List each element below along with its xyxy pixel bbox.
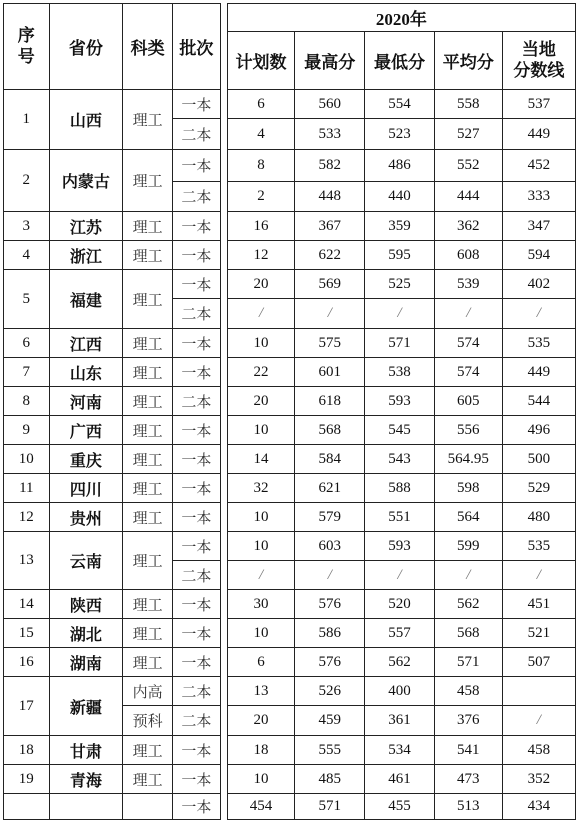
cell-avg: 598 [434, 474, 502, 503]
table-row [4, 532, 576, 561]
cell-province [49, 794, 123, 820]
cell-max: 603 [295, 532, 365, 561]
cell-local-line: 458 [502, 736, 575, 765]
cell-province: 湖北 [49, 619, 123, 648]
cell-province: 江苏 [49, 212, 123, 241]
header-category: 科类 [123, 4, 173, 90]
cell-plan: 30 [227, 590, 295, 619]
cell-min: 525 [365, 270, 435, 299]
cell-min: 534 [365, 736, 435, 765]
cell-province: 陕西 [49, 590, 123, 619]
table-row [4, 270, 576, 299]
cell-no: 18 [4, 736, 50, 765]
cell-local-line: 352 [502, 765, 575, 794]
table-row [4, 474, 576, 503]
cell-plan: 20 [227, 270, 295, 299]
cell-province: 重庆 [49, 445, 123, 474]
cell-province: 山东 [49, 358, 123, 387]
cell-local-line: / [502, 561, 575, 590]
cell-gap [220, 212, 227, 241]
cell-category: 内高 [123, 677, 173, 706]
cell-gap [220, 765, 227, 794]
cell-category: 理工 [123, 765, 173, 794]
cell-category: 理工 [123, 358, 173, 387]
cell-batch: 二本 [172, 119, 220, 150]
cell-no: 2 [4, 150, 50, 212]
cell-avg: 513 [434, 794, 502, 820]
cell-max: 601 [295, 358, 365, 387]
cell-province: 浙江 [49, 241, 123, 270]
cell-local-line: 451 [502, 590, 575, 619]
cell-max: 576 [295, 590, 365, 619]
cell-max: 560 [295, 90, 365, 119]
cell-no: 12 [4, 503, 50, 532]
cell-min: 588 [365, 474, 435, 503]
cell-plan: 6 [227, 90, 295, 119]
cell-avg: 562 [434, 590, 502, 619]
table-row [4, 416, 576, 445]
cell-category: 理工 [123, 532, 173, 590]
cell-gap [220, 619, 227, 648]
cell-max: 533 [295, 119, 365, 150]
cell-gap [220, 241, 227, 270]
header-max: 最高分 [295, 32, 365, 90]
cell-local-line: 594 [502, 241, 575, 270]
table-row [4, 329, 576, 358]
cell-local-line: 500 [502, 445, 575, 474]
cell-no: 11 [4, 474, 50, 503]
cell-max: 459 [295, 706, 365, 736]
cell-gap [220, 329, 227, 358]
cell-batch: 一本 [172, 445, 220, 474]
cell-max: 586 [295, 619, 365, 648]
cell-max: 584 [295, 445, 365, 474]
cell-batch: 一本 [172, 358, 220, 387]
cell-plan: 14 [227, 445, 295, 474]
header-avg: 平均分 [434, 32, 502, 90]
cell-gap [220, 677, 227, 706]
cell-batch: 一本 [172, 270, 220, 299]
cell-category: 理工 [123, 416, 173, 445]
cell-no: 14 [4, 590, 50, 619]
cell-gap [220, 270, 227, 299]
cell-local-line: 347 [502, 212, 575, 241]
cell-max: 582 [295, 150, 365, 182]
cell-avg: 527 [434, 119, 502, 150]
table-row [4, 648, 576, 677]
cell-plan: / [227, 561, 295, 590]
cell-max: 448 [295, 182, 365, 212]
cell-min: 486 [365, 150, 435, 182]
cell-plan: 10 [227, 416, 295, 445]
cell-no: 5 [4, 270, 50, 329]
cell-gap [220, 503, 227, 532]
cell-local-line: 537 [502, 90, 575, 119]
cell-batch: 一本 [172, 648, 220, 677]
cell-max: 579 [295, 503, 365, 532]
cell-category: 理工 [123, 619, 173, 648]
cell-province: 福建 [49, 270, 123, 329]
table-row [4, 445, 576, 474]
cell-local-line: 333 [502, 182, 575, 212]
cell-plan: 20 [227, 706, 295, 736]
cell-max: 485 [295, 765, 365, 794]
cell-max: 568 [295, 416, 365, 445]
cell-plan: 10 [227, 619, 295, 648]
cell-plan: 4 [227, 119, 295, 150]
cell-min: 455 [365, 794, 435, 820]
header-min: 最低分 [365, 32, 435, 90]
cell-batch: 一本 [172, 416, 220, 445]
cell-batch: 一本 [172, 736, 220, 765]
cell-gap [220, 150, 227, 182]
cell-avg: 564.95 [434, 445, 502, 474]
cell-batch: 一本 [172, 212, 220, 241]
table-row [4, 150, 576, 182]
cell-batch: 二本 [172, 677, 220, 706]
cell-category: 理工 [123, 445, 173, 474]
cell-avg: / [434, 561, 502, 590]
cell-avg: 571 [434, 648, 502, 677]
cell-gap [220, 590, 227, 619]
cell-min: 571 [365, 329, 435, 358]
cell-province: 河南 [49, 387, 123, 416]
cell-max: 526 [295, 677, 365, 706]
cell-category [123, 794, 173, 820]
cell-max: / [295, 299, 365, 329]
cell-no: 4 [4, 241, 50, 270]
cell-min: 543 [365, 445, 435, 474]
cell-category: 理工 [123, 270, 173, 329]
cell-avg: 574 [434, 358, 502, 387]
cell-plan: 13 [227, 677, 295, 706]
cell-province: 甘肃 [49, 736, 123, 765]
header-gap [220, 4, 227, 90]
cell-batch: 一本 [172, 241, 220, 270]
cell-min: 593 [365, 532, 435, 561]
cell-category: 预科 [123, 706, 173, 736]
cell-batch: 一本 [172, 329, 220, 358]
cell-min: 557 [365, 619, 435, 648]
cell-province: 广西 [49, 416, 123, 445]
cell-avg: 362 [434, 212, 502, 241]
cell-max: 576 [295, 648, 365, 677]
cell-plan: 10 [227, 532, 295, 561]
cell-plan: 6 [227, 648, 295, 677]
cell-min: 361 [365, 706, 435, 736]
table-row [4, 736, 576, 765]
cell-avg: 605 [434, 387, 502, 416]
table-row [4, 503, 576, 532]
cell-gap [220, 706, 227, 736]
cell-min: 554 [365, 90, 435, 119]
cell-local-line: 496 [502, 416, 575, 445]
cell-avg: 599 [434, 532, 502, 561]
cell-min: 520 [365, 590, 435, 619]
cell-province: 云南 [49, 532, 123, 590]
cell-gap [220, 358, 227, 387]
cell-category: 理工 [123, 150, 173, 212]
cell-min: 523 [365, 119, 435, 150]
cell-plan: 10 [227, 765, 295, 794]
cell-gap [220, 299, 227, 329]
cell-avg: 458 [434, 677, 502, 706]
cell-batch: 一本 [172, 503, 220, 532]
table-row [4, 387, 576, 416]
cell-max: 575 [295, 329, 365, 358]
header-local-line: 当地 分数线 [502, 32, 575, 90]
cell-local-line: 434 [502, 794, 575, 820]
table-body [4, 90, 576, 820]
cell-min: / [365, 299, 435, 329]
header-province: 省份 [49, 4, 123, 90]
cell-no: 15 [4, 619, 50, 648]
cell-avg: 556 [434, 416, 502, 445]
cell-category: 理工 [123, 590, 173, 619]
cell-gap [220, 445, 227, 474]
table-row [4, 90, 576, 119]
cell-min: 461 [365, 765, 435, 794]
cell-batch: 一本 [172, 765, 220, 794]
table-row [4, 590, 576, 619]
cell-no: 3 [4, 212, 50, 241]
cell-province: 山西 [49, 90, 123, 150]
cell-batch: 一本 [172, 90, 220, 119]
cell-category: 理工 [123, 736, 173, 765]
cell-plan: 8 [227, 150, 295, 182]
cell-local-line: 535 [502, 329, 575, 358]
cell-category: 理工 [123, 212, 173, 241]
cell-plan: 32 [227, 474, 295, 503]
cell-avg: 473 [434, 765, 502, 794]
cell-gap [220, 648, 227, 677]
cell-max: 367 [295, 212, 365, 241]
cell-plan: 20 [227, 387, 295, 416]
cell-no [4, 794, 50, 820]
cell-category: 理工 [123, 387, 173, 416]
cell-province: 湖南 [49, 648, 123, 677]
cell-local-line [502, 677, 575, 706]
table-row [4, 358, 576, 387]
cell-plan: 10 [227, 503, 295, 532]
table-row [4, 619, 576, 648]
header-year: 2020年 [227, 4, 575, 32]
cell-batch: 二本 [172, 706, 220, 736]
cell-min: 551 [365, 503, 435, 532]
cell-min: 545 [365, 416, 435, 445]
cell-category: 理工 [123, 329, 173, 358]
cell-category: 理工 [123, 503, 173, 532]
cell-avg: 558 [434, 90, 502, 119]
cell-min: 595 [365, 241, 435, 270]
cell-max: 555 [295, 736, 365, 765]
cell-max: 569 [295, 270, 365, 299]
table-row [4, 241, 576, 270]
cell-no: 17 [4, 677, 50, 736]
cell-no: 13 [4, 532, 50, 590]
admission-score-table [3, 3, 576, 820]
table-row [4, 677, 576, 706]
cell-plan: / [227, 299, 295, 329]
cell-gap [220, 736, 227, 765]
table-row [4, 765, 576, 794]
cell-avg: 539 [434, 270, 502, 299]
cell-avg: 444 [434, 182, 502, 212]
cell-batch: 二本 [172, 387, 220, 416]
cell-province: 江西 [49, 329, 123, 358]
cell-max: 622 [295, 241, 365, 270]
cell-category: 理工 [123, 241, 173, 270]
score-table-container [3, 3, 576, 820]
cell-no: 8 [4, 387, 50, 416]
cell-gap [220, 182, 227, 212]
cell-gap [220, 532, 227, 561]
cell-local-line: 449 [502, 358, 575, 387]
cell-category: 理工 [123, 90, 173, 150]
cell-batch: 二本 [172, 299, 220, 329]
cell-avg: 541 [434, 736, 502, 765]
header-no: 序 号 [4, 4, 50, 90]
cell-avg: 552 [434, 150, 502, 182]
cell-province: 青海 [49, 765, 123, 794]
cell-no: 10 [4, 445, 50, 474]
cell-no: 16 [4, 648, 50, 677]
cell-province: 新疆 [49, 677, 123, 736]
cell-gap [220, 794, 227, 820]
cell-batch: 一本 [172, 532, 220, 561]
cell-min: 538 [365, 358, 435, 387]
cell-no: 9 [4, 416, 50, 445]
cell-avg: / [434, 299, 502, 329]
cell-batch: 一本 [172, 590, 220, 619]
cell-max: 571 [295, 794, 365, 820]
cell-max: / [295, 561, 365, 590]
cell-plan: 2 [227, 182, 295, 212]
cell-local-line: 402 [502, 270, 575, 299]
cell-batch: 一本 [172, 619, 220, 648]
cell-plan: 16 [227, 212, 295, 241]
cell-min: / [365, 561, 435, 590]
cell-plan: 22 [227, 358, 295, 387]
cell-min: 359 [365, 212, 435, 241]
cell-local-line: 521 [502, 619, 575, 648]
cell-avg: 608 [434, 241, 502, 270]
cell-category: 理工 [123, 474, 173, 503]
cell-gap [220, 90, 227, 119]
cell-avg: 376 [434, 706, 502, 736]
cell-batch: 一本 [172, 474, 220, 503]
cell-local-line: 452 [502, 150, 575, 182]
cell-local-line: 535 [502, 532, 575, 561]
cell-max: 618 [295, 387, 365, 416]
cell-avg: 564 [434, 503, 502, 532]
cell-no: 19 [4, 765, 50, 794]
cell-local-line: 480 [502, 503, 575, 532]
cell-no: 1 [4, 90, 50, 150]
cell-avg: 568 [434, 619, 502, 648]
cell-avg: 574 [434, 329, 502, 358]
cell-batch: 一本 [172, 150, 220, 182]
cell-category: 理工 [123, 648, 173, 677]
cell-max: 621 [295, 474, 365, 503]
cell-province: 内蒙古 [49, 150, 123, 212]
cell-province: 贵州 [49, 503, 123, 532]
cell-gap [220, 474, 227, 503]
cell-no: 7 [4, 358, 50, 387]
cell-plan: 10 [227, 329, 295, 358]
cell-min: 440 [365, 182, 435, 212]
cell-no: 6 [4, 329, 50, 358]
cell-local-line: 544 [502, 387, 575, 416]
cell-plan: 12 [227, 241, 295, 270]
cell-batch: 二本 [172, 561, 220, 590]
cell-plan: 18 [227, 736, 295, 765]
cell-min: 400 [365, 677, 435, 706]
cell-min: 593 [365, 387, 435, 416]
table-row [4, 212, 576, 241]
cell-batch: 二本 [172, 182, 220, 212]
cell-gap [220, 119, 227, 150]
cell-local-line: / [502, 706, 575, 736]
header-plan: 计划数 [227, 32, 295, 90]
cell-local-line: 507 [502, 648, 575, 677]
cell-min: 562 [365, 648, 435, 677]
header-batch: 批次 [172, 4, 220, 90]
cell-batch: 一本 [172, 794, 220, 820]
cell-province: 四川 [49, 474, 123, 503]
cell-gap [220, 416, 227, 445]
cell-plan: 454 [227, 794, 295, 820]
cell-local-line: 449 [502, 119, 575, 150]
cell-gap [220, 387, 227, 416]
cell-local-line: / [502, 299, 575, 329]
cell-local-line: 529 [502, 474, 575, 503]
table-row [4, 794, 576, 820]
cell-gap [220, 561, 227, 590]
